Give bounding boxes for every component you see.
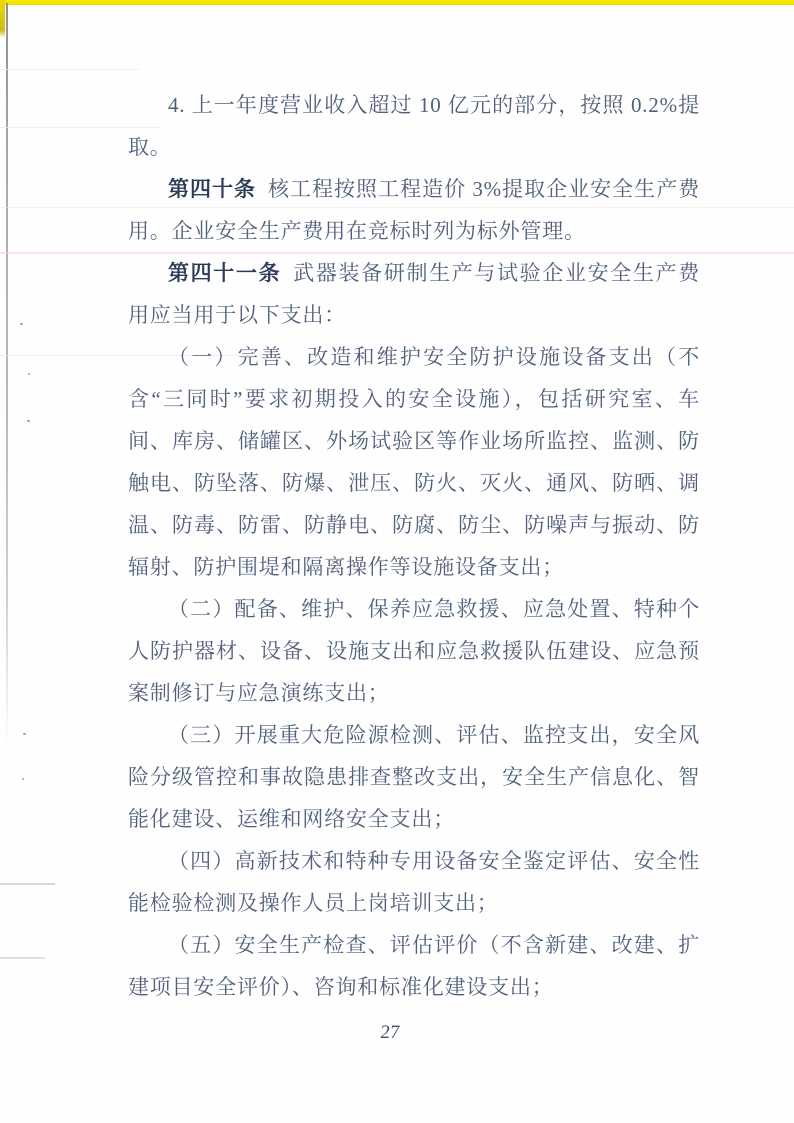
scan-edge-left xyxy=(6,3,8,748)
paragraph-provision-4 xyxy=(128,84,700,168)
paragraph-item-1 xyxy=(128,336,700,588)
document-body xyxy=(128,84,700,1008)
scan-speck xyxy=(20,323,23,325)
scan-speck xyxy=(27,420,30,422)
paragraph-text: 核工程按照工程造价 3%提取企业安全生产费用。企业安全生产费用在竞标时列为标外管理。 xyxy=(128,177,700,243)
paragraph-text: 4. 上一年度营业收入超过 10 亿元的部分，按照 0.2%提取。 xyxy=(128,93,700,159)
paragraph-text: 武器装备研制生产与试验企业安全生产费用应当用于以下支出： xyxy=(128,261,701,327)
paragraph-text: （四）高新技术和特种专用设备安全鉴定评估、安全性能检验检测及操作人员上岗培训支出； xyxy=(128,849,700,915)
paragraph-item-3 xyxy=(128,714,700,840)
page-number: 27 xyxy=(379,1022,401,1043)
scan-artifact-line xyxy=(0,957,45,959)
scan-edge-top xyxy=(5,0,794,5)
scan-speck xyxy=(23,733,26,735)
paragraph-text: （三）开展重大危险源检测、评估、监控支出，安全风险分级管控和事故隐患排查整改支出，安全生产信息化、智能化建设、运维和网络安全支出； xyxy=(128,723,700,831)
scan-speck xyxy=(28,373,30,375)
paragraph-text: （一）完善、改造和维护安全防护设施设备支出（不含“三同时”要求初期投入的安全设施），包括研究室、车间、库房、储罐区、外场试验区等作业场所监控、监测、防触电、防坠落、防爆、泄压、防火、灭火、通风、防晒、调温、防毒、防雷、防静电、防腐、防尘、防噪声与振动、防辐射、防护围堤和隔离操作等设施设备支出； xyxy=(128,345,700,579)
scan-speck xyxy=(22,778,24,780)
scan-artifact-line xyxy=(0,883,55,885)
article-number: 第四十条 xyxy=(168,177,257,201)
paragraph-item-4 xyxy=(128,840,700,924)
paragraph-text: （五）安全生产检查、评估评价（不含新建、改建、扩建项目安全评价）、咨询和标准化建设支出； xyxy=(128,933,700,999)
scan-edge-corner xyxy=(0,0,5,38)
article-number: 第四十一条 xyxy=(168,261,282,285)
scan-artifact-line xyxy=(0,69,140,70)
paragraph-article-41 xyxy=(128,252,700,336)
paragraph-text: （二）配备、维护、保养应急救援、应急处置、特种个人防护器材、设备、设施支出和应急救援队伍建设、应急预案制修订与应急演练支出； xyxy=(128,597,700,705)
paragraph-item-2 xyxy=(128,588,700,714)
paragraph-item-5 xyxy=(128,924,700,1008)
paragraph-article-40 xyxy=(128,168,700,252)
